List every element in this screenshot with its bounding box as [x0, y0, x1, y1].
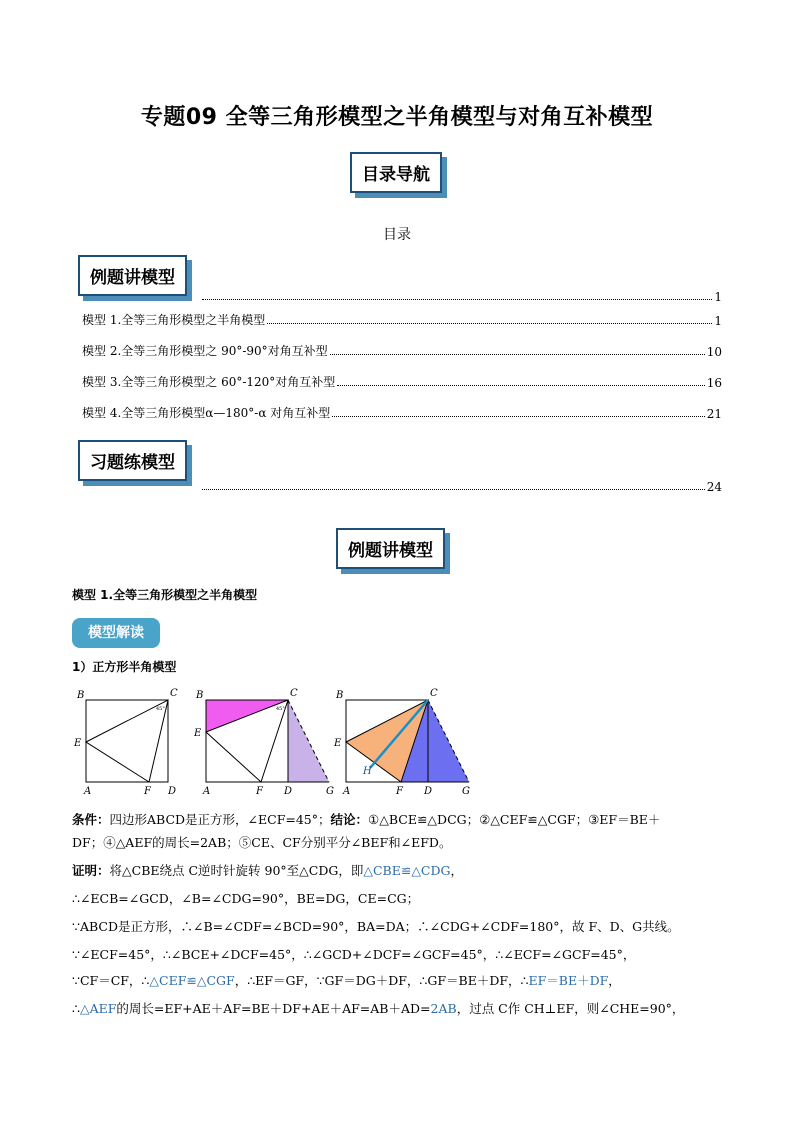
label-a: A: [203, 786, 211, 797]
proof-highlight-6a: △AEF: [79, 1001, 117, 1016]
toc-section1-box: [78, 255, 187, 296]
proof-line-6: [72, 999, 732, 1018]
label-g: G: [462, 786, 470, 797]
conditions-line-2: [72, 833, 732, 852]
toc-row-page: 10: [706, 345, 722, 359]
toc-row-model2[interactable]: [82, 341, 722, 359]
cond-text: 四边形ABCD是正方形，∠ECF=45°；: [109, 812, 331, 827]
toc-leader: [267, 323, 712, 324]
toc-leader: [332, 416, 704, 417]
label-angle: 45°: [156, 706, 165, 712]
label-b: B: [196, 690, 204, 701]
label-f: F: [396, 786, 403, 797]
label-d: D: [424, 786, 433, 797]
proof-text-1: 将△CBE绕点 C逆时针旋转 90°至△CDG，即: [109, 863, 364, 878]
proof-line-4: ∵∠ECF=45°，∴∠BCE+∠DCF=45°，∴∠GCD+∠DCF=∠GCF=45°，∴∠ECF=∠GCF=45°，: [72, 947, 636, 962]
label-e: E: [334, 738, 342, 749]
proof-line-5: [72, 971, 732, 990]
label-e: E: [194, 728, 202, 739]
label-g: G: [326, 786, 334, 797]
label-b: B: [77, 690, 85, 701]
proof-highlight-5a: △CEF≌△CGF: [149, 973, 235, 988]
proof-line-1: [72, 861, 732, 880]
proof-text-6a: ∴: [72, 1001, 80, 1016]
proof-end-1: ，: [450, 863, 464, 878]
label-c: C: [290, 688, 298, 699]
model-heading: 模型 1.全等三角形模型之半角模型: [72, 588, 258, 602]
concl-text-2: DF；④△AEF的周长=2AB；⑤CE、CF分别平分∠BEF和∠EFD。: [72, 835, 452, 850]
nav-label: 目录导航: [362, 165, 430, 185]
proof-line-3: ∵ABCD是正方形，∴∠B=∠CDF=∠BCD=90°，BA=DA；∴∠CDG+∠CDF=180°，故 F、D、G共线。: [72, 919, 680, 934]
concl-label: 结论：: [330, 812, 369, 827]
nav-label-box: [350, 152, 442, 193]
toc-heading: 目录: [383, 227, 411, 243]
proof-text-6c: ，过点 C作 CH⊥EF，则∠CHE=90°，: [456, 1001, 685, 1016]
proof-highlight-1: △CBE≌△CDG: [363, 863, 451, 878]
label-a: A: [84, 786, 92, 797]
page-title: 专题09 全等三角形模型之半角模型与对角互补模型: [140, 105, 654, 130]
proof-label: 证明：: [72, 863, 110, 878]
label-f: F: [144, 786, 151, 797]
figure-1: [73, 688, 178, 797]
figure-2: [193, 688, 334, 797]
label-b: B: [336, 690, 344, 701]
proof-highlight-6b: 2AB: [430, 1001, 457, 1016]
toc-section1-label: 例题讲模型: [90, 268, 175, 288]
label-a: A: [343, 786, 351, 797]
toc-row-page: 24: [706, 480, 722, 494]
label-angle: 45°: [276, 706, 285, 712]
toc-leader: [202, 489, 705, 490]
toc-leader: [330, 354, 705, 355]
proof-text-5c: ，: [608, 973, 621, 988]
proof-highlight-5b: EF＝BE＋DF: [528, 973, 609, 988]
cond-label: 条件：: [72, 812, 110, 827]
proof-text-6b: 的周长=EF+AE＋AF=BE＋DF+AE＋AF=AB＋AD=: [116, 1001, 431, 1016]
figure-3: [333, 688, 470, 797]
section-banner-box: [336, 528, 445, 569]
toc-row-section1[interactable]: [200, 286, 722, 304]
conditions-line-1: [72, 810, 732, 829]
label-c: C: [170, 688, 178, 699]
toc-row-label: 模型 4.全等三角形模型α—180°-α 对角互补型: [82, 406, 331, 420]
section-banner: 例题讲模型: [348, 541, 433, 561]
toc-row-page: 21: [706, 407, 722, 421]
toc-leader: [202, 299, 712, 300]
toc-section2-label: 习题练模型: [90, 453, 175, 473]
toc-leader: [337, 385, 704, 386]
toc-row-model4[interactable]: [82, 403, 722, 421]
toc-row-section2[interactable]: [200, 476, 722, 494]
toc-row-page: 1: [714, 314, 722, 328]
toc-section2-box: [78, 440, 187, 481]
toc-row-label: 模型 3.全等三角形模型之 60°-120°对角互补型: [82, 375, 336, 389]
proof-text-5a: ∵CF＝CF，∴: [72, 973, 150, 988]
label-c: C: [430, 688, 438, 699]
label-f: F: [256, 786, 263, 797]
proof-text-5b: ，∴EF＝GF，∵GF＝DG＋DF，∴GF＝BE＋DF，∴: [234, 973, 529, 988]
geometry-figures: [72, 686, 472, 798]
proof-line-2: ∴∠ECB=∠GCD，∠B=∠CDG=90°，BE=DG，CE=CG；: [72, 891, 420, 906]
toc-row-model3[interactable]: [82, 372, 722, 390]
label-h: H: [363, 766, 372, 777]
concl-text-1: ①△BCE≌△DCG；②△CEF≌△CGF；③EF＝BE＋: [368, 812, 661, 827]
toc-row-page: 16: [706, 376, 722, 390]
toc-row-label: 模型 2.全等三角形模型之 90°-90°对角互补型: [82, 344, 328, 358]
model-reading-pill: 模型解读: [72, 618, 160, 648]
sub-heading: 1）正方形半角模型: [72, 660, 177, 674]
toc-row-label: 模型 1.全等三角形模型之半角模型: [82, 313, 266, 327]
toc-row-model1[interactable]: [82, 310, 722, 328]
label-d: D: [168, 786, 177, 797]
label-d: D: [284, 786, 293, 797]
toc-row-page: 1: [714, 290, 722, 304]
label-e: E: [74, 738, 82, 749]
